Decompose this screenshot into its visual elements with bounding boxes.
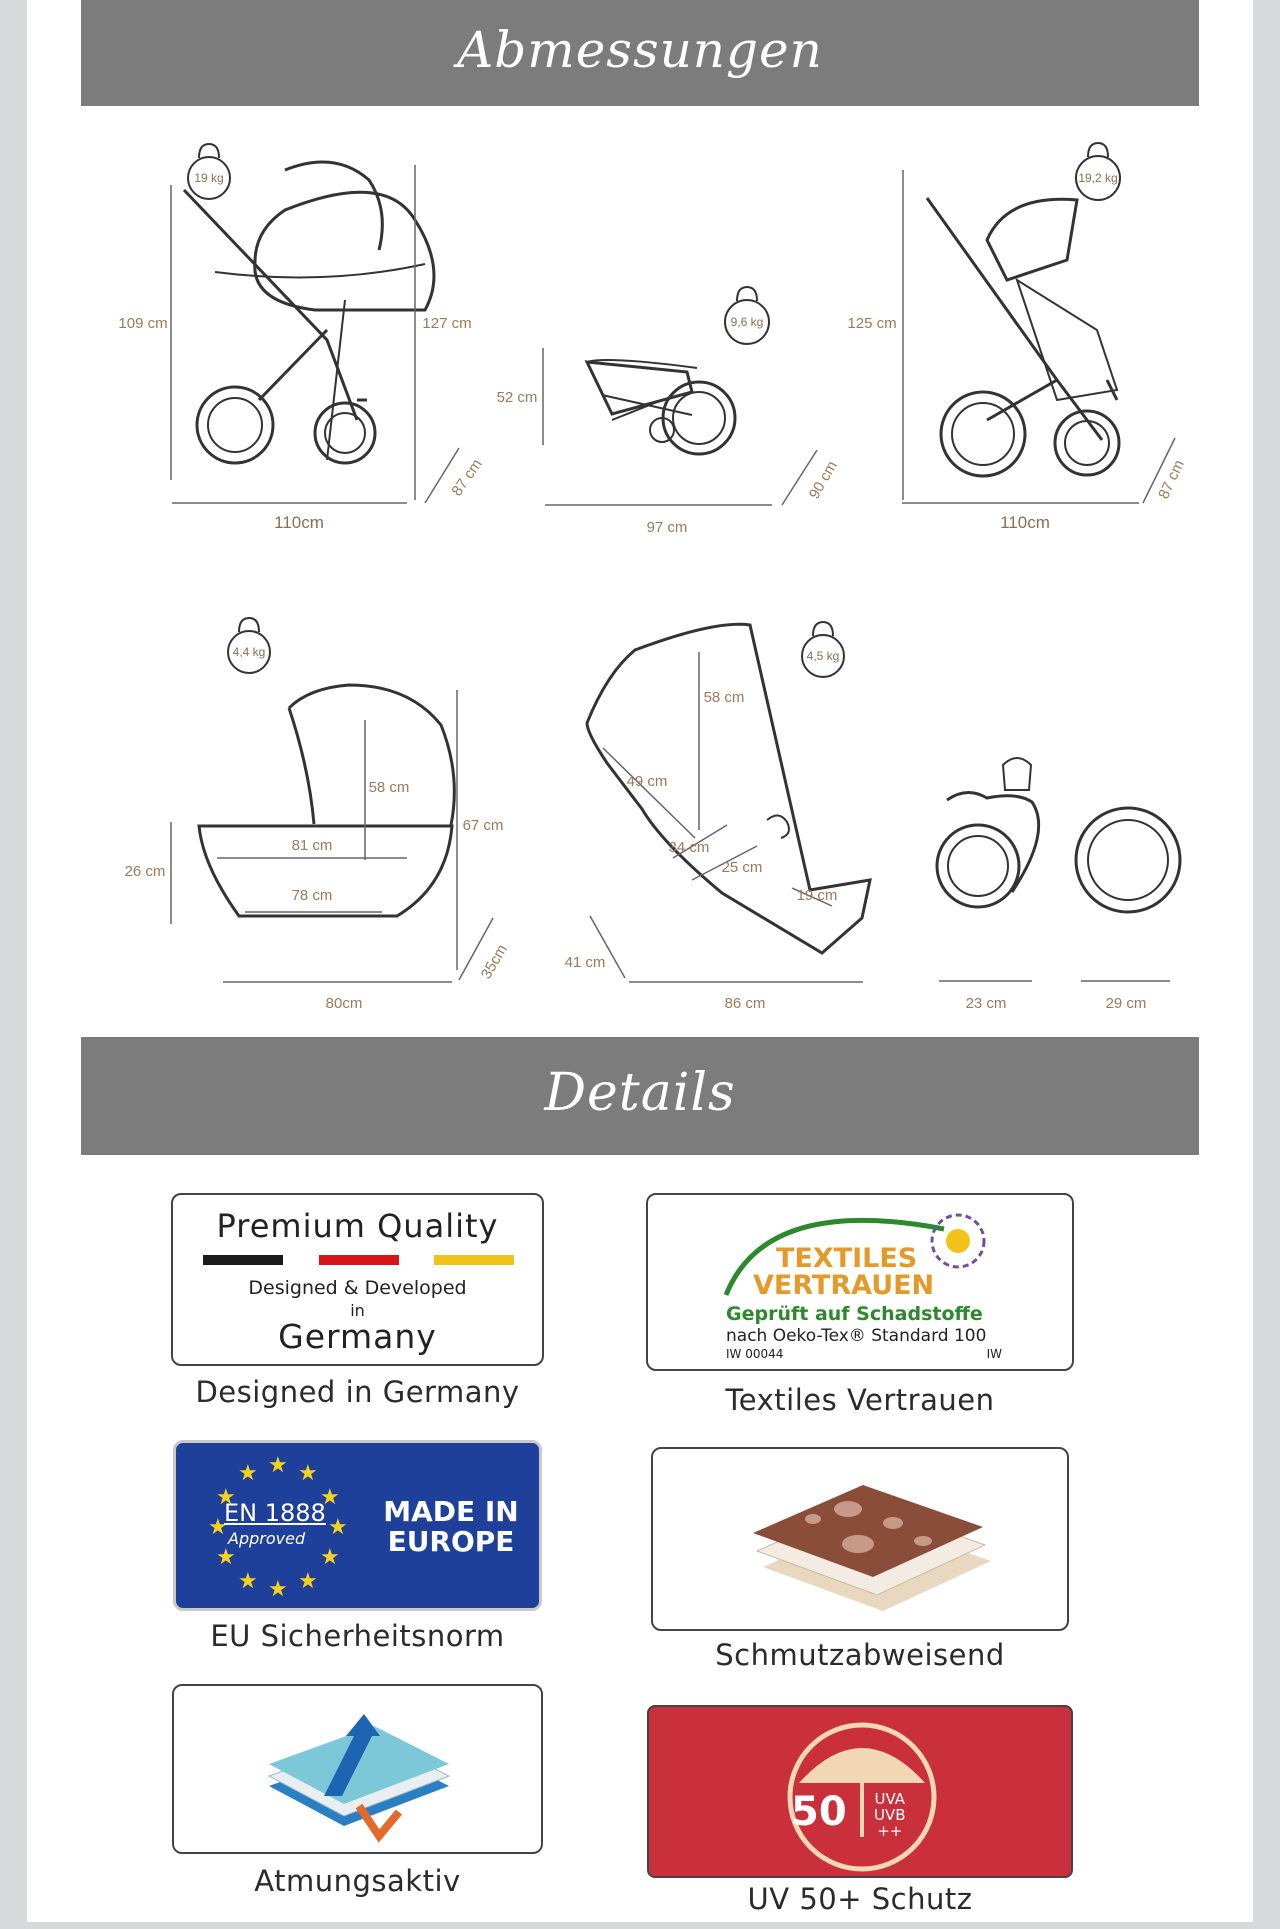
uvb-label: UVB <box>874 1806 906 1824</box>
eu-norm-number: EN 1888 <box>224 1499 326 1527</box>
details-header-title: Details <box>544 1063 736 1123</box>
folded-depth: 90 cm <box>805 458 841 502</box>
quality-in: in <box>350 1301 365 1320</box>
star-icon: ★ <box>216 1545 236 1570</box>
carrycot-drawing <box>125 618 511 1012</box>
star-icon: ★ <box>216 1485 236 1510</box>
star-icon: ★ <box>298 1569 318 1594</box>
folded-drawing <box>497 287 841 536</box>
folded-length: 97 cm <box>646 519 688 536</box>
stroller-height: 125 cm <box>847 315 897 332</box>
caption-schmutzabweisend: Schmutzabweisend <box>715 1638 1005 1672</box>
flag-stripe-red <box>319 1255 399 1265</box>
caption-uv-schutz: UV 50+ Schutz <box>747 1882 973 1916</box>
pram-depth: 87 cm <box>448 456 486 500</box>
pram-height-left: 109 cm <box>118 315 168 332</box>
premium-quality-badge <box>171 1193 544 1366</box>
pram-length: 110cm <box>274 513 324 532</box>
dirt-repellent-badge <box>651 1447 1069 1631</box>
weight-tag-folded <box>725 287 769 344</box>
caption-eu-sicherheitsnorm: EU Sicherheitsnorm <box>210 1619 505 1653</box>
wheel-front: 23 cm <box>965 995 1007 1012</box>
breathable-layers-icon <box>174 1686 545 1856</box>
eu-norm-badge <box>173 1440 542 1611</box>
weight-tag-pram <box>188 144 230 199</box>
seat-drawing <box>565 622 870 1012</box>
german-flag-stripes <box>203 1255 514 1265</box>
star-icon: ★ <box>208 1515 228 1540</box>
textiles-vertrauen-badge <box>646 1193 1074 1371</box>
carrycot-side: 26 cm <box>124 863 166 880</box>
caption-textiles-vertrauen: Textiles Vertrauen <box>725 1383 995 1417</box>
uv-labels <box>874 1791 906 1839</box>
eu-norm-approved: Approved <box>228 1529 306 1548</box>
carrycot-inner-bottom: 78 cm <box>291 887 333 904</box>
textiles-line1: TEXTILES <box>776 1243 918 1274</box>
dimensions-illustration <box>27 0 1253 1037</box>
umbrella-icon <box>649 1707 1075 1880</box>
dimensions-header-title: Abmessungen <box>457 21 823 79</box>
carrycot-hood: 58 cm <box>368 779 410 796</box>
page <box>27 0 1253 1922</box>
flag-stripe-black <box>203 1255 283 1265</box>
carrycot-depth: 35cm <box>477 941 511 982</box>
seat-side-width: 41 cm <box>564 954 606 971</box>
weight-label: 9,6 kg <box>730 315 764 329</box>
star-icon: ★ <box>328 1515 348 1540</box>
weight-tag-stroller <box>1076 143 1120 200</box>
quality-designed: Designed & Developed <box>248 1277 467 1299</box>
seat-back: 49 cm <box>626 773 668 790</box>
stroller-drawing <box>847 143 1187 532</box>
stroller-length: 110cm <box>1000 513 1050 532</box>
uva-label: UVA <box>874 1790 906 1808</box>
textiles-line3: Geprüft auf Schadstoffe <box>726 1303 983 1325</box>
stroller-depth: 87 cm <box>1155 457 1188 502</box>
textiles-line2: VERTRAUEN <box>753 1270 935 1301</box>
carrycot-total-height: 67 cm <box>462 817 504 834</box>
pram-drawing <box>118 144 485 532</box>
star-icon: ★ <box>268 1577 288 1602</box>
wheel-rear: 29 cm <box>1105 995 1147 1012</box>
seat-depth: 34 cm <box>668 839 710 856</box>
weight-tag-seat <box>802 622 844 677</box>
caption-designed-in-germany: Designed in Germany <box>195 1375 520 1409</box>
star-icon: ★ <box>268 1453 288 1478</box>
pram-height-right: 127 cm <box>422 315 472 332</box>
wheels-drawing <box>937 758 1180 1012</box>
uv-plus-label: ++ <box>877 1822 903 1840</box>
quality-country: Germany <box>278 1317 437 1356</box>
seat-width: 25 cm <box>721 859 763 876</box>
folded-height: 52 cm <box>496 389 538 406</box>
seat-back-height: 58 cm <box>703 689 745 706</box>
seat-foot: 19 cm <box>796 887 838 904</box>
uv-protection-badge <box>647 1705 1073 1878</box>
weight-label: 19 kg <box>194 171 224 185</box>
carrycot-length: 80cm <box>325 995 363 1012</box>
weight-label: 19,2 kg <box>1078 171 1118 185</box>
caption-atmungsaktiv: Atmungsaktiv <box>254 1864 461 1898</box>
breathable-badge <box>172 1684 543 1854</box>
made-in-europe: MADE IN EUROPE <box>383 1495 519 1558</box>
uv-number: 50 <box>791 1789 847 1835</box>
weight-tag-carrycot <box>228 618 270 673</box>
star-icon: ★ <box>320 1485 340 1510</box>
star-icon: ★ <box>238 1461 258 1486</box>
star-icon: ★ <box>320 1545 340 1570</box>
seat-length: 86 cm <box>724 995 766 1012</box>
quality-title: Premium Quality <box>216 1207 499 1245</box>
weight-label: 4,5 kg <box>806 649 840 663</box>
star-icon: ★ <box>298 1461 318 1486</box>
weight-label: 4,4 kg <box>232 645 266 659</box>
textiles-line4: nach Oeko-Tex® Standard 100 <box>726 1326 987 1346</box>
carrycot-inner-length: 81 cm <box>291 837 333 854</box>
textiles-code-right: IW <box>986 1347 1002 1361</box>
flag-stripe-gold <box>434 1255 514 1265</box>
details-header <box>81 1037 1199 1155</box>
star-icon: ★ <box>238 1569 258 1594</box>
textiles-code-left: IW 00044 <box>726 1347 784 1361</box>
fabric-layers-icon <box>653 1449 1071 1633</box>
